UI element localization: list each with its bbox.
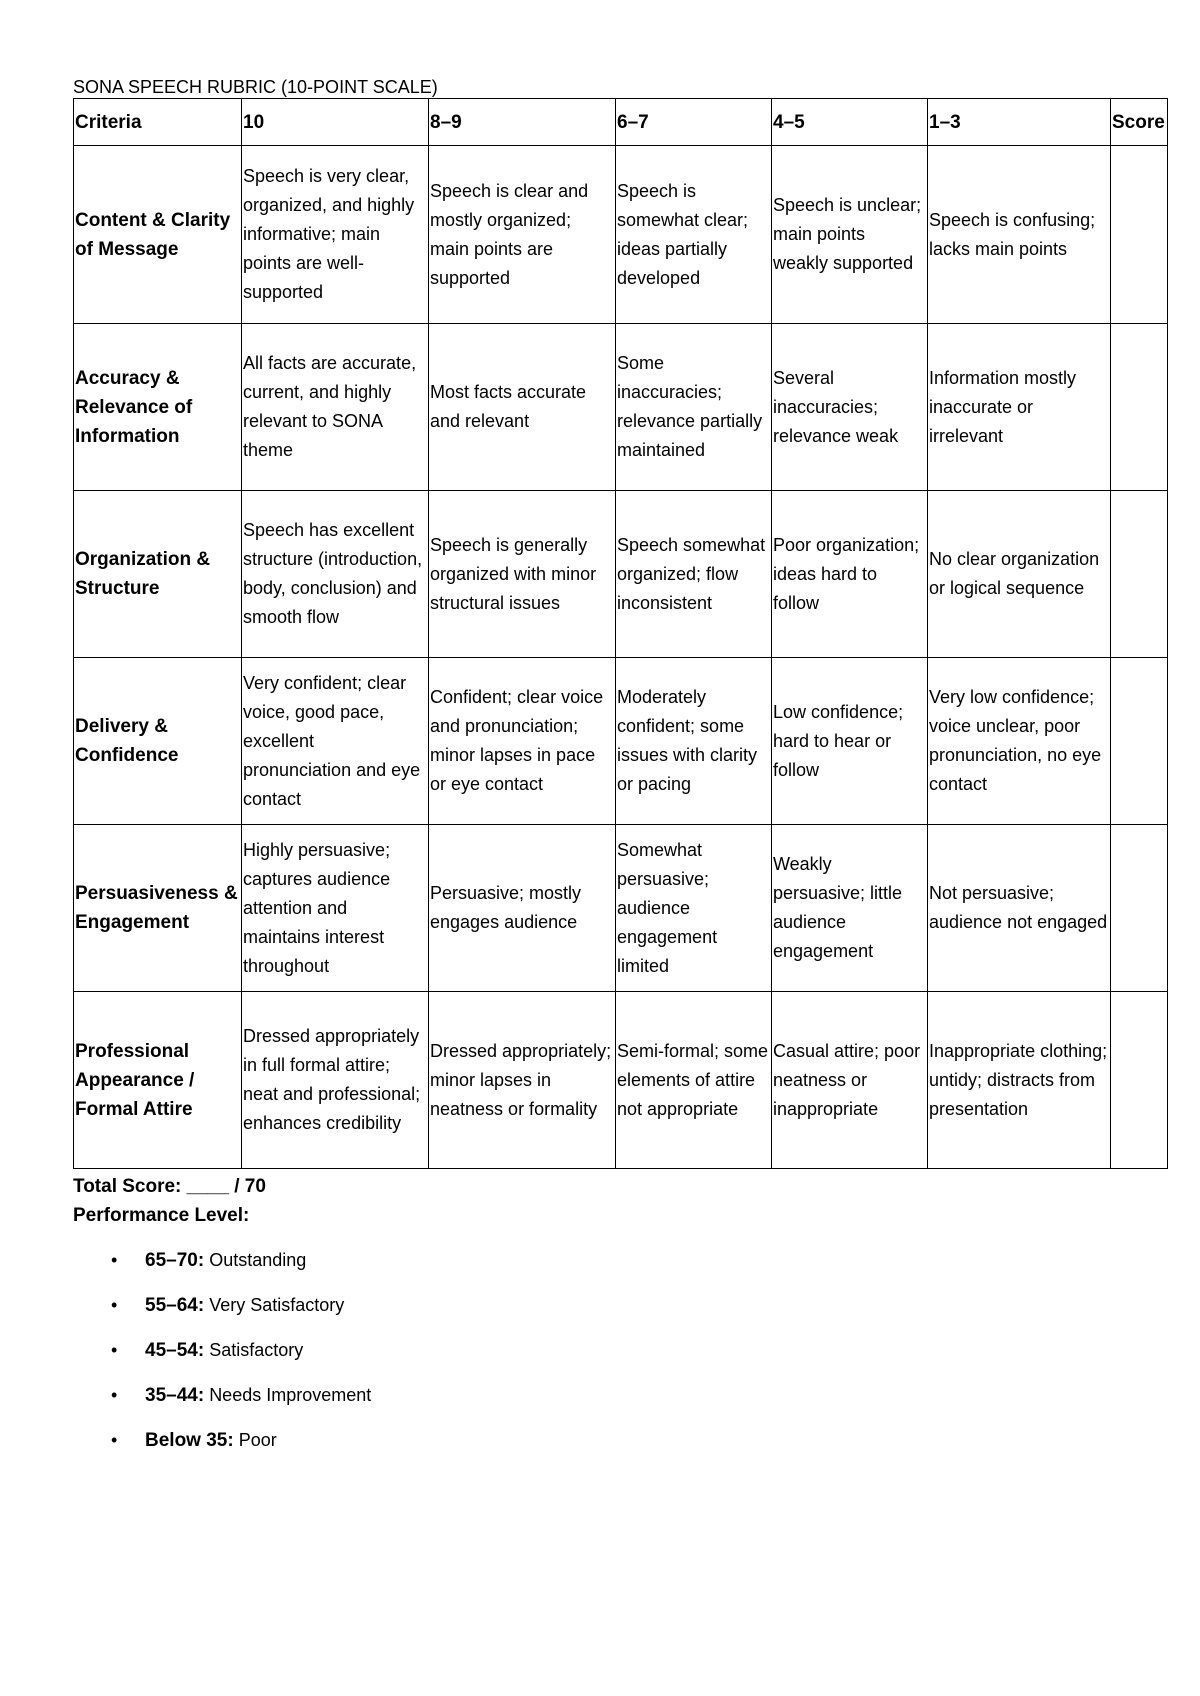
descriptor-cell: Speech is very clear, organized, and highly informative; main points are well-supported	[242, 146, 429, 324]
table-row	[74, 658, 1168, 825]
level-label: Very Satisfactory	[209, 1295, 345, 1315]
score-cell[interactable]	[1111, 992, 1168, 1169]
descriptor-cell: Speech is unclear; main points weakly supported	[772, 146, 928, 324]
table-row	[74, 324, 1168, 491]
descriptor-cell: Weakly persuasive; little audience engagement	[772, 825, 928, 992]
descriptor-cell: Persuasive; mostly engages audience	[429, 825, 616, 992]
list-item	[73, 1381, 1073, 1410]
table-row	[74, 146, 1168, 324]
table-row	[74, 825, 1168, 992]
level-range: 35–44:	[145, 1385, 205, 1406]
level-label: Needs Improvement	[209, 1385, 372, 1405]
header-score: Score	[1111, 99, 1168, 146]
descriptor-cell: Speech somewhat organized; flow inconsistent	[616, 491, 772, 658]
level-range: 45–54:	[145, 1340, 205, 1361]
descriptor-cell: Not persuasive; audience not engaged	[928, 825, 1111, 992]
level-label: Outstanding	[209, 1250, 307, 1270]
header-criteria: Criteria	[74, 99, 242, 146]
document-title: SONA SPEECH RUBRIC (10-POINT SCALE)	[73, 77, 438, 97]
descriptor-cell: Dressed appropriately; minor lapses in neatness or formality	[429, 992, 616, 1169]
list-item	[73, 1336, 1073, 1365]
descriptor-cell: Speech is clear and mostly organized; main points are supported	[429, 146, 616, 324]
level-label: Poor	[238, 1430, 277, 1450]
score-cell[interactable]	[1111, 658, 1168, 825]
descriptor-cell: No clear organization or logical sequence	[928, 491, 1111, 658]
descriptor-cell: Confident; clear voice and pronunciation; minor lapses in pace or eye contact	[429, 658, 616, 825]
score-cell[interactable]	[1111, 825, 1168, 992]
list-item	[73, 1291, 1073, 1320]
bullet-icon: •	[111, 1385, 118, 1405]
table-row	[74, 491, 1168, 658]
list-item	[73, 1426, 1073, 1455]
descriptor-cell: Semi-formal; some elements of attire not appropriate	[616, 992, 772, 1169]
descriptor-cell: Highly persuasive; captures audience attention and maintains interest throughout	[242, 825, 429, 992]
descriptor-cell: Dressed appropriately in full formal attire; neat and professional; enhances credibility	[242, 992, 429, 1169]
criteria-cell: Accuracy & Relevance of Information	[74, 324, 242, 491]
criteria-cell: Content & Clarity of Message	[74, 146, 242, 324]
descriptor-cell: Casual attire; poor neatness or inappropriate	[772, 992, 928, 1169]
descriptor-cell: Low confidence; hard to hear or follow	[772, 658, 928, 825]
descriptor-cell: Poor organization; ideas hard to follow	[772, 491, 928, 658]
descriptor-cell: Information mostly inaccurate or irrelevant	[928, 324, 1111, 491]
performance-level-label: Performance Level:	[73, 1205, 250, 1226]
header-score-6-7: 6–7	[616, 99, 772, 146]
criteria-cell: Delivery & Confidence	[74, 658, 242, 825]
descriptor-cell: Some inaccuracies; relevance partially maintained	[616, 324, 772, 491]
criteria-cell: Organization & Structure	[74, 491, 242, 658]
total-score: Total Score: ____ / 70	[73, 1176, 266, 1197]
table-row	[74, 992, 1168, 1169]
table-header-row	[74, 99, 1168, 146]
descriptor-cell: Very confident; clear voice, good pace, excellent pronunciation and eye contact	[242, 658, 429, 825]
level-label: Satisfactory	[209, 1340, 304, 1360]
descriptor-cell: Very low confidence; voice unclear, poor pronunciation, no eye contact	[928, 658, 1111, 825]
bullet-icon: •	[111, 1295, 118, 1315]
descriptor-cell: Speech is somewhat clear; ideas partially developed	[616, 146, 772, 324]
summary-section	[73, 1172, 1073, 1471]
descriptor-cell: Speech is confusing; lacks main points	[928, 146, 1111, 324]
header-score-4-5: 4–5	[772, 99, 928, 146]
level-range: 55–64:	[145, 1295, 205, 1316]
descriptor-cell: Several inaccuracies; relevance weak	[772, 324, 928, 491]
descriptor-cell: All facts are accurate, current, and highly relevant to SONA theme	[242, 324, 429, 491]
header-score-8-9: 8–9	[429, 99, 616, 146]
descriptor-cell: Somewhat persuasive; audience engagement limited	[616, 825, 772, 992]
criteria-cell: Professional Appearance / Formal Attire	[74, 992, 242, 1169]
descriptor-cell: Speech has excellent structure (introduction, body, conclusion) and smooth flow	[242, 491, 429, 658]
header-score-10: 10	[242, 99, 429, 146]
level-range: 65–70:	[145, 1250, 205, 1271]
descriptor-cell: Moderately confident; some issues with clarity or pacing	[616, 658, 772, 825]
bullet-icon: •	[111, 1340, 118, 1360]
score-cell[interactable]	[1111, 146, 1168, 324]
performance-level-list	[73, 1246, 1073, 1455]
header-score-1-3: 1–3	[928, 99, 1111, 146]
score-cell[interactable]	[1111, 324, 1168, 491]
bullet-icon: •	[111, 1250, 118, 1270]
descriptor-cell: Speech is generally organized with minor structural issues	[429, 491, 616, 658]
score-cell[interactable]	[1111, 491, 1168, 658]
list-item	[73, 1246, 1073, 1275]
criteria-cell: Persuasiveness & Engagement	[74, 825, 242, 992]
bullet-icon: •	[111, 1430, 118, 1450]
rubric-table	[73, 98, 1168, 1169]
descriptor-cell: Inappropriate clothing; untidy; distracts from presentation	[928, 992, 1111, 1169]
level-range: Below 35:	[145, 1430, 234, 1451]
descriptor-cell: Most facts accurate and relevant	[429, 324, 616, 491]
